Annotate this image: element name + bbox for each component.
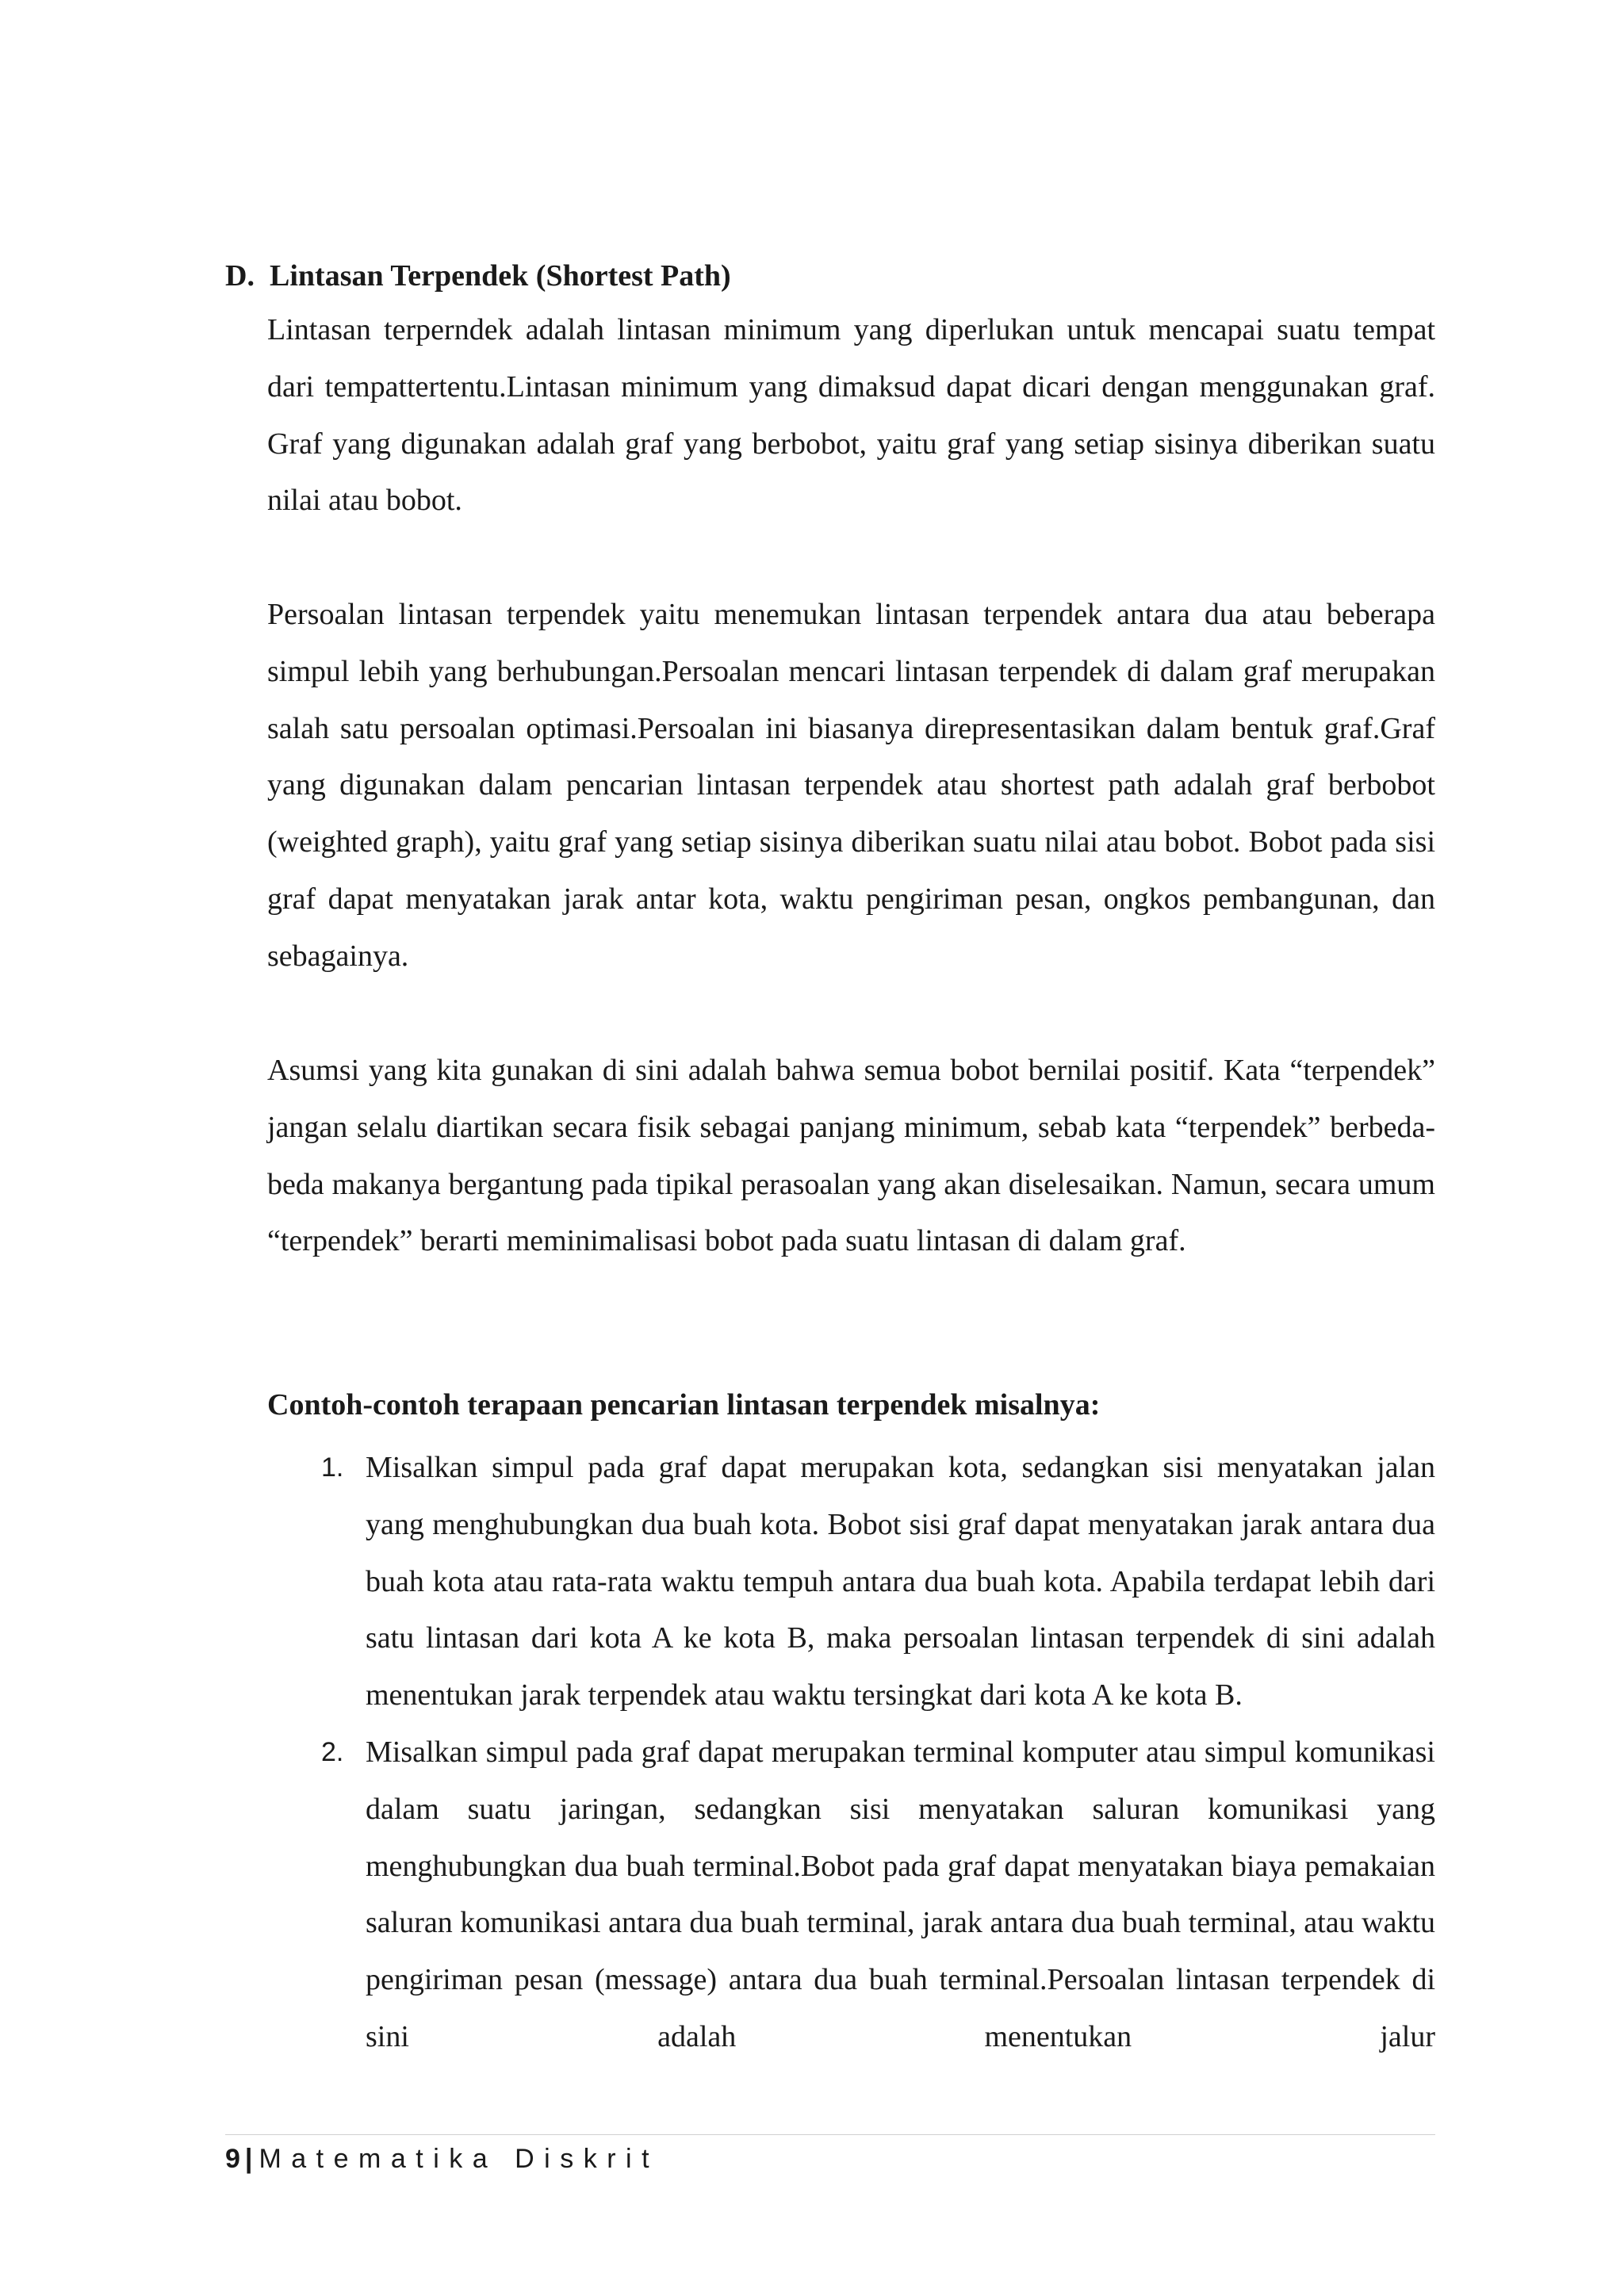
list-item bbox=[267, 1440, 1435, 1724]
footer-separator: | bbox=[244, 2144, 253, 2174]
section-title: Lintasan Terpendek (Shortest Path) bbox=[270, 259, 731, 293]
examples-list bbox=[267, 1440, 1435, 2066]
list-item-number: 2. bbox=[321, 1736, 344, 1767]
paragraph-definition: Lintasan terperndek adalah lintasan minimum yang diperlukan untuk mencapai suatu tempat dari tempattertentu.Lintasan minimum yang dimaksud dapat dicari dengan menggunakan graf. Graf yang digunakan adalah graf yang berbobot, yaitu graf yang setiap sisinya diberikan suatu nilai atau bobot. bbox=[267, 313, 1435, 518]
list-item-text: Misalkan simpul pada graf dapat merupakan terminal komputer atau simpul komunikasi dalam suatu jaringan, sedangkan sisi menyatakan saluran komunikasi yang menghubungkan dua buah terminal.Bobot pada graf dapat menyatakan biaya pemakaian saluran komunikasi antara dua buah terminal, jarak antara dua buah terminal, atau waktu pengiriman pesan (message) antara dua buah terminal.Persoalan lintasan terpendek di sini adalah menentukan jalur bbox=[366, 1735, 1435, 2053]
footer-title: Matematika Diskrit bbox=[259, 2144, 660, 2174]
examples-heading: Contoh-contoh terapaan pencarian lintasan terpendek misalnya: bbox=[267, 1388, 1101, 1422]
paragraph-problem: Persoalan lintasan terpendek yaitu menemukan lintasan terpendek antara dua atau beberapa simpul lebih yang berhubungan.Persoalan mencari lintasan terpendek di dalam graf merupakan salah satu persoalan optimasi.Persoalan ini biasanya direpresentasikan dalam bentuk graf.Graf yang digunakan dalam pencarian lintasan terpendek atau shortest path adalah graf berbobot (weighted graph), yaitu graf yang setiap sisinya diberikan suatu nilai atau bobot. Bobot pada sisi graf dapat menyatakan jarak antar kota, waktu pengiriman pesan, ongkos pembangunan, dan sebagainya. bbox=[267, 598, 1435, 973]
page-number: 9 bbox=[225, 2144, 240, 2174]
section-heading bbox=[225, 255, 731, 297]
list-item-number: 1. bbox=[321, 1452, 344, 1483]
page-footer bbox=[225, 2141, 659, 2177]
footer-divider bbox=[225, 2134, 1435, 2135]
paragraph-assumption: Asumsi yang kita gunakan di sini adalah bahwa semua bobot bernilai positif. Kata “terpendek” jangan selalu diartikan secara fisik sebagai panjang minimum, sebab kata “terpendek” berbeda-beda makanya bergantung pada tipikal perasoalan yang akan diselesaikan. Namun, secara umum “terpendek” berarti meminimalisasi bobot pada suatu lintasan di dalam graf. bbox=[267, 1054, 1435, 1258]
list-item-text: Misalkan simpul pada graf dapat merupakan kota, sedangkan sisi menyatakan jalan yang menghubungkan dua buah kota. Bobot sisi graf dapat menyatakan jarak antara dua buah kota atau rata-rata waktu tempuh antara dua buah kota. Apabila terdapat lebih dari satu lintasan dari kota A ke kota B, maka persoalan lintasan terpendek di sini adalah menentukan jarak terpendek atau waktu tersingkat dari kota A ke kota B. bbox=[366, 1451, 1435, 1712]
list-item bbox=[267, 1724, 1435, 2066]
section-letter: D. bbox=[225, 259, 255, 293]
